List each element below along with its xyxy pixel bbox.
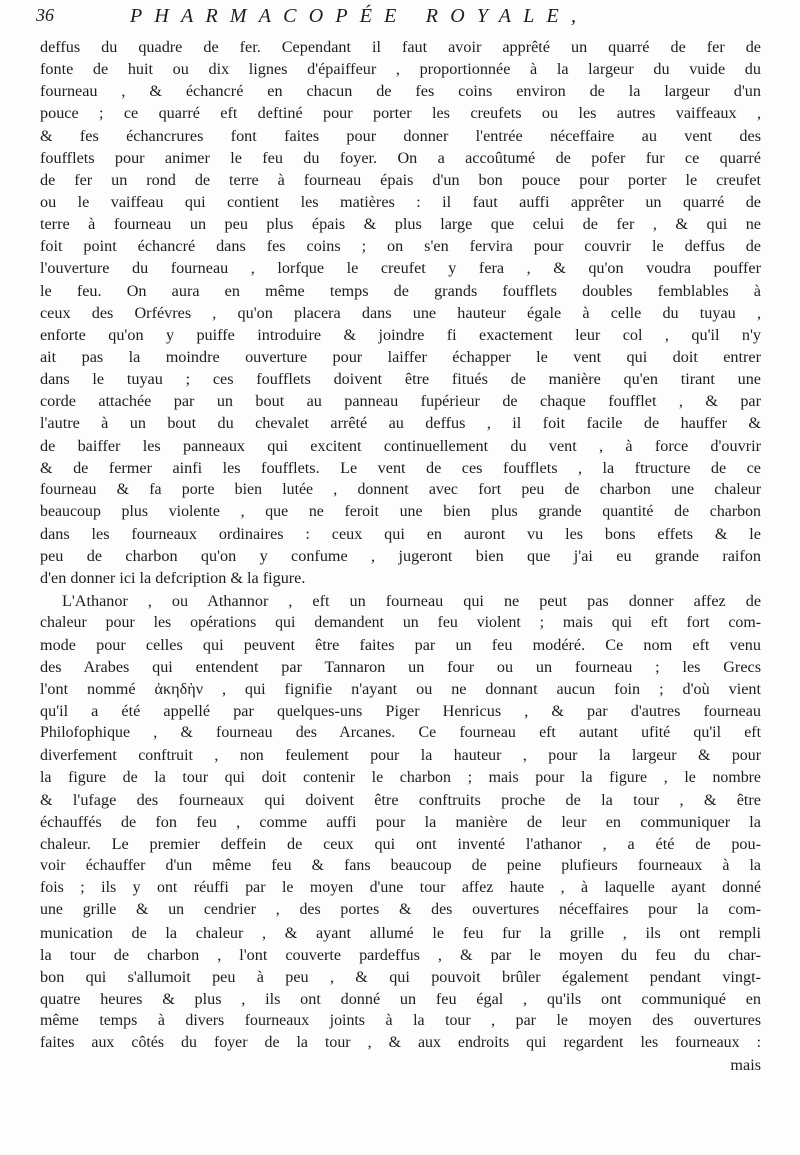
text-line: fonte de huit ou dix lignes d'épaiffeur , proportionnée à la largeur du vuide du [40, 60, 761, 79]
text-line: voir échauffer d'un même feu & fans beaucoup de peine plufieurs fourneaux à la [40, 857, 761, 875]
text-line: corde attachée par un bout au panneau fupérieur de chaque foufflet , & par [40, 392, 761, 411]
text-line: fourneau & fa porte bien lutée , donnent avec fort peu de charbon une chaleur [40, 480, 761, 498]
text-line: de baiffer les panneaux qui excitent continuellement du vent , à force d'ouvrir [40, 436, 761, 455]
paragraph-end-line: d'en donner ici la defcription & la figure. [40, 569, 306, 588]
text-line: beaucoup plus violente , que ne feroit une bien plus grande quantité de charbon [40, 502, 761, 520]
text-line: dans les fourneaux ordinaires : ceux qui en auront vu les bons effets & le [40, 525, 761, 544]
text-line: terre à fourneau un peu plus épais & plus large que celui de fer , & qui ne [40, 215, 761, 234]
text-line: le feu. On aura en même temps de grands foufflets doubles femblables à [40, 281, 761, 300]
text-line: mode pour celles qui peuvent être faites par un feu modéré. Ce nom eft venu [40, 635, 761, 654]
text-line: échauffés de fon feu , comme auffi pour la manière de leur en communiquer la [40, 812, 761, 831]
text-line: bon qui s'allumoit peu à peu , & qui pouvoit brûler également pendant vingt- [40, 967, 761, 986]
text-line: l'autre à un bout du chevalet arrêté au deffus , il foit facile de hauffer & [40, 414, 761, 433]
text-line: fois ; ils y ont réuffi par le moyen d'une tour affez haute , à laquelle ayant donné [40, 879, 761, 897]
text-line: ait pas la moindre ouverture pour laiffer échapper le vent qui doit entrer [40, 347, 761, 366]
page-number: 36 [36, 5, 54, 25]
text-line: des Arabes qui entendent par Tannaron un four ou un fourneau ; les Grecs [40, 657, 761, 676]
text-line: chaleur. Le premier deffein de ceux qui ont inventé l'athanor , a été de pou- [40, 835, 761, 854]
text-line: & fes échancrures font faites pour donner l'entrée néceffaire au vent des [40, 126, 761, 145]
page-header [36, 3, 762, 31]
text-line: qu'il a été appellé par quelques-uns Piger Henricus , & par d'autres fourneau [40, 702, 761, 721]
text-line: une grille & un cendrier , des portes & des ouvertures néceffaires pour la com- [40, 901, 761, 919]
running-title: PHARMACOPÉE ROYALE, [130, 5, 589, 27]
text-line: munication de la chaleur , & ayant allumé le feu fur la grille , ils ont rempli [40, 923, 761, 942]
text-line: l'ouverture du fourneau , lorfque le creufet y fera , & qu'on voudra pouffer [40, 259, 761, 278]
text-line: enforte qu'on y puiffe introduire & joindre fi exactement leur col , qu'il n'y [40, 325, 761, 344]
text-line: de fer un rond de terre à fourneau épais d'un bon pouce pour porter le creufet [40, 170, 761, 189]
text-line: peu de charbon qu'on y confume , jugeront bien que j'ai eu grande raifon [40, 547, 761, 566]
text-line: & de fermer ainfi les foufflets. Le vent de ces foufflets , la ftructure de ce [40, 458, 761, 477]
paragraph-start-line: L'Athanor , ou Athannor , eft un fourneau qui ne peut pas donner affez de [62, 591, 761, 610]
text-line: pouce ; ce quarré eft deftiné pour porter les creufets ou les autres vaiffeaux , [40, 104, 761, 123]
text-line: fourneau , & échancré en chacun de fes coins environ de la largeur d'un [40, 82, 761, 101]
catchword: mais [730, 1056, 761, 1075]
text-line: chaleur pour les opérations qui demandent un feu violent ; mais qui eft fort com- [40, 613, 761, 631]
text-line: ou le vaiffeau qui contient les matières : il faut auffi apprêter un quarré de [40, 192, 761, 211]
text-line: & l'ufage des fourneaux qui doivent être conftruits proche de la tour , & être [40, 790, 761, 809]
text-line: foufflets pour animer le feu du foyer. On a accoûtumé de pofer fur ce quarré [40, 148, 761, 167]
text-line: Philofophique , & fourneau des Arcanes. Ce fourneau eft autant ufité qu'il eft [40, 724, 761, 742]
text-line: même temps à divers fourneaux joints à la tour , par le moyen des ouvertures [40, 1012, 761, 1030]
text-line: deffus du quadre de fer. Cependant il faut avoir apprêté un quarré de fer de [40, 38, 761, 56]
text-line: diverfement conftruit , non feulement pour la hauteur , pour la largeur & pour [40, 746, 761, 764]
text-line: dans le tuyau ; ces foufflets doivent être fitués de manière qu'en tirant une [40, 370, 761, 389]
text-line: faites aux côtés du foyer de la tour , & aux endroits qui regardent les fourneaux : [40, 1034, 761, 1052]
body-text [40, 36, 761, 1077]
text-line: quatre heures & plus , ils ont donné un feu égal , qu'ils ont communiqué en [40, 990, 761, 1009]
text-line: foit point échancré dans fes coins ; on s'en fervira pour couvrir le deffus de [40, 237, 761, 256]
text-line: l'ont nommé ἀκηδὴν , qui fignifie n'ayant ou ne donnant aucun foin ; d'où vient [40, 680, 761, 699]
text-line: la figure de la tour qui doit contenir le charbon ; mais pour la figure , le nombre [40, 768, 761, 786]
text-line: la tour de charbon , l'ont couverte pardeffus , & par le moyen du feu du char- [40, 945, 761, 964]
text-line: ceux des Orfévres , qu'on placera dans une hauteur égale à celle du tuyau , [40, 303, 761, 322]
